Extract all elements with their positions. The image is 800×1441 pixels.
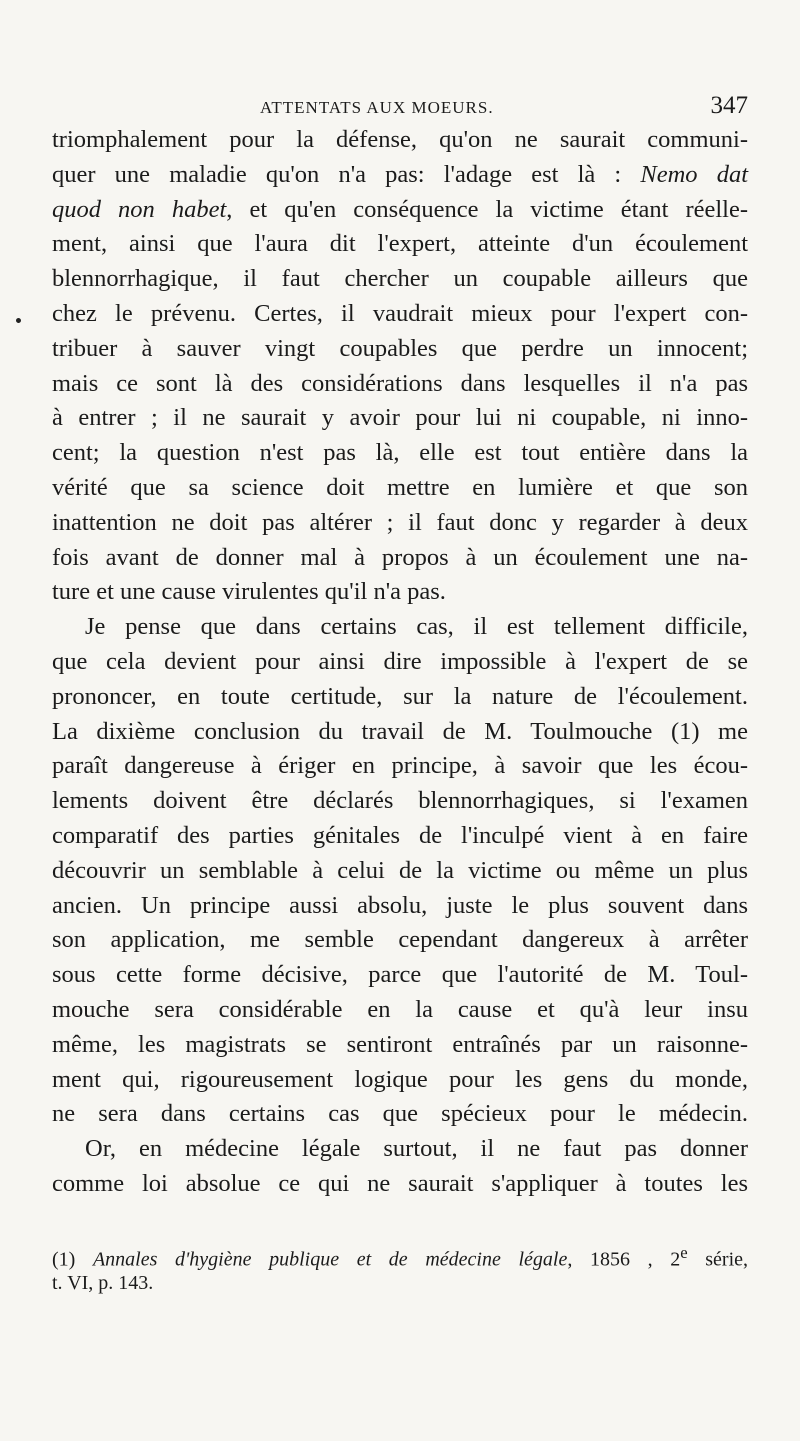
footnote-line	[52, 1238, 749, 1271]
text-line: ment qui, rigoureusement logique pour les gens du monde,	[52, 1065, 748, 1093]
text-line: ture et une cause virulentes qu'il n'a pas.	[52, 578, 446, 606]
page-number: 347	[710, 92, 748, 119]
text-line: même, les magistrats se sentiront entraînés par un raisonne-	[52, 1030, 748, 1058]
text-fragment: , et qu'en conséquence la victime étant réelle-	[226, 195, 748, 223]
text-line: Je pense que dans certains cas, il est tellement difficile,	[85, 613, 748, 641]
footnote-line: t. VI, p. 143.	[52, 1272, 154, 1294]
text-line: prononcer, en toute certitude, sur la nature de l'écoulement.	[52, 682, 748, 710]
text-line: mais ce sont là des considérations dans lesquelles il n'a pas	[52, 369, 748, 397]
text-line: découvrir un semblable à celui de la victime ou même un plus	[52, 856, 748, 884]
text-line: lements doivent être déclarés blennorrhagiques, si l'examen	[52, 787, 748, 815]
text-line: triomphalement pour la défense, qu'on ne saurait communi-	[52, 126, 748, 153]
text-line: fois avant de donner mal à propos à un écoulement une na-	[52, 543, 748, 571]
footnote-text: série,	[687, 1248, 749, 1271]
latin-phrase: Nemo dat	[640, 160, 749, 188]
text-fragment: quer une maladie qu'on n'a pas: l'adage est là :	[52, 160, 622, 188]
running-title: ATTENTATS AUX MOEURS.	[260, 98, 494, 117]
text-line: chez le prévenu. Certes, il vaudrait mieux pour l'expert con-	[52, 299, 748, 327]
text-line: son application, me semble cependant dangereux à arrêter	[52, 926, 748, 954]
text-line: inattention ne doit pas altérer ; il faut donc y regarder à deux	[52, 508, 748, 536]
footnote-marker: (1)	[52, 1248, 76, 1271]
text-line: que cela devient pour ainsi dire impossible à l'expert de se	[52, 647, 748, 675]
body-text	[52, 123, 748, 1202]
page-header	[50, 94, 750, 124]
text-line: comparatif des parties génitales de l'inculpé vient à en faire	[52, 821, 748, 849]
text-line: La dixième conclusion du travail de M. Toulmouche (1) me	[52, 717, 748, 745]
footnote	[52, 1238, 748, 1298]
text-line: blennorrhagique, il faut chercher un coupable ailleurs que	[52, 265, 748, 293]
text-line	[52, 193, 748, 228]
text-line: tribuer à sauver vingt coupables que perdre un innocent;	[52, 334, 748, 362]
text-line: à entrer ; il ne saurait y avoir pour lui ni coupable, ni inno-	[52, 404, 748, 432]
text-line: ment, ainsi que l'aura dit l'expert, atteinte d'un écoulement	[52, 230, 748, 258]
text-line: paraît dangereuse à ériger en principe, à savoir que les écou-	[52, 752, 748, 780]
text-line: sous cette forme décisive, parce que l'autorité de M. Toul-	[52, 961, 748, 989]
text-line	[52, 158, 748, 193]
footnote-superscript: e	[680, 1243, 688, 1262]
latin-phrase: quod non habet	[52, 195, 227, 223]
margin-mark	[15, 317, 22, 324]
text-line: ne sera dans certains cas que spécieux pour le médecin.	[52, 1100, 748, 1128]
text-line: Or, en médecine légale surtout, il ne faut pas donner	[85, 1135, 748, 1163]
text-line: vérité que sa science doit mettre en lumière et que son	[52, 473, 748, 501]
footnote-source-title: Annales d'hygiène publique et de médecine légale	[92, 1248, 568, 1271]
text-line: mouche sera considérable en la cause et qu'à leur insu	[52, 995, 748, 1023]
text-line: comme loi absolue ce qui ne saurait s'appliquer à toutes les	[52, 1169, 748, 1197]
text-line: ancien. Un principe aussi absolu, juste le plus souvent dans	[52, 891, 748, 919]
footnote-text: , 1856 , 2	[567, 1248, 681, 1271]
text-line: cent; la question n'est pas là, elle est tout entière dans la	[52, 439, 748, 467]
